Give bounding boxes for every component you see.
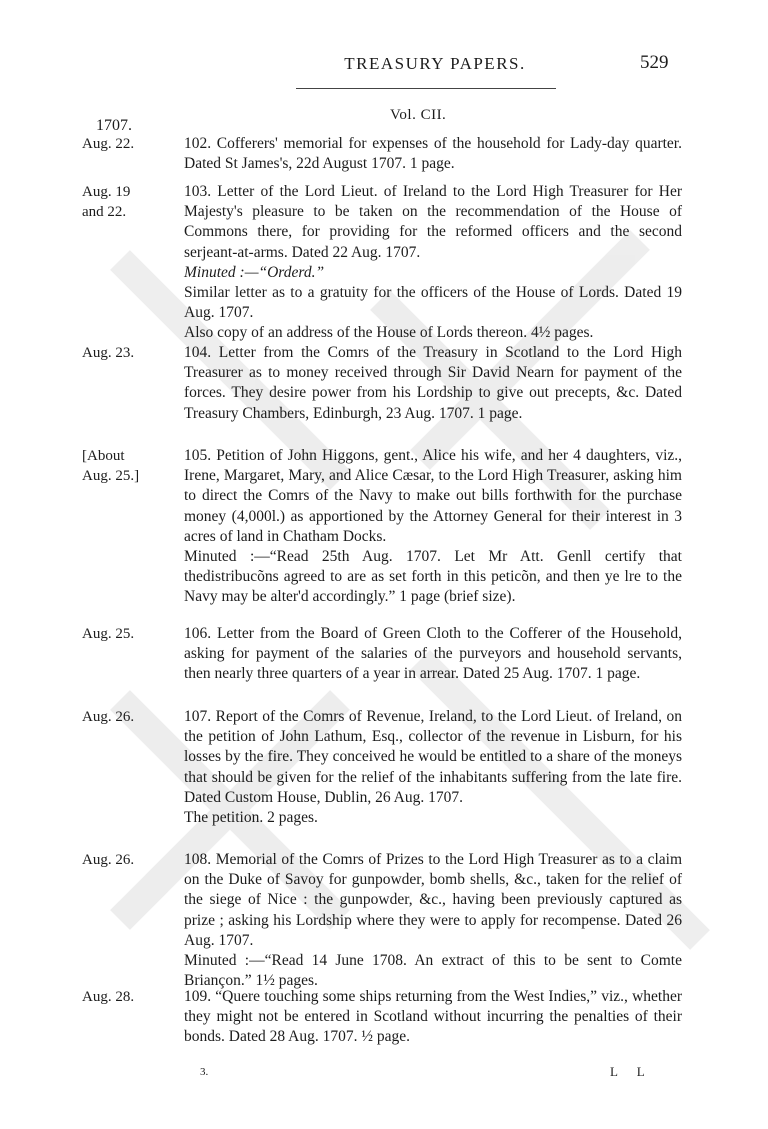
entry-text — [184, 134, 682, 174]
entry-date: Aug. 23. — [82, 345, 135, 361]
signature-number: 3. — [200, 1066, 209, 1078]
entry-paragraph: The petition. 2 pages. — [184, 809, 318, 827]
entry-date: Aug. 26. — [82, 852, 135, 868]
entry-paragraph: 109. “Quere touching some ships returning from the West Indies,” viz., whether they might not be entered in Scotland without incurring the penalties of their bonds. Dated 28 Aug. 1707. ½ page. — [184, 988, 682, 1046]
entry-paragraph: Similar letter as to a gratuity for the officers of the House of Lords. Dated 19 Aug. 1707. — [184, 284, 682, 322]
entry-date: Aug. 19 and 22. — [82, 184, 131, 220]
entry-paragraph: 106. Letter from the Board of Green Cloth to the Cofferer of the Household, asking for payment of the salaries of the purveyors and household servants, then nearly three quarters of a year in arrear. Dated 25 Aug. 1707. 1 page. — [184, 625, 682, 683]
entry-text — [184, 850, 682, 991]
year-label: 1707. — [96, 117, 132, 134]
entry-paragraph: 105. Petition of John Higgons, gent., Alice his wife, and her 4 daughters, viz., Irene, Margaret, Mary, and Alice Cæsar, to the Lord High Treasurer, asking him to direct the Comrs of the Navy to make out bills forthwith for the purchase money (4,000l.) as apportioned by the Attorney General for their interest in 3 acres of land in Chatham Docks. — [184, 447, 682, 545]
signature-mark: L L — [610, 1064, 653, 1079]
page-number: 529 — [640, 52, 669, 73]
entry-text — [184, 446, 682, 608]
entry-date: Aug. 25. — [82, 626, 135, 642]
minute-note: Minuted :—“Read 14 June 1708. An extract of this to be sent to Comte Briançon.” 1½ pages. — [184, 952, 682, 990]
header-rule — [296, 88, 556, 89]
entry-paragraph: 104. Letter from the Comrs of the Treasury in Scotland to the Lord High Treasurer as to money received through Sir David Nearn for payment of the forces. They desire power from his Lordship to give out precepts, &c. Dated Treasury Chambers, Edinburgh, 23 Aug. 1707. 1 page. — [184, 344, 682, 422]
entry-text — [184, 707, 682, 828]
entry-paragraph: Also copy of an address of the House of Lords thereon. 4½ pages. — [184, 324, 594, 342]
entry-text — [184, 343, 682, 424]
entry-paragraph: 107. Report of the Comrs of Revenue, Ireland, to the Lord Lieut. of Ireland, on the petition of John Lathum, Esq., collector of the revenue in Lisburn, for his losses by the fire. They conceived he would be entitled to a share of the moneys that should be given for the relief of the inhabitants suffering from the late fire. Dated Custom House, Dublin, 26 Aug. 1707. — [184, 708, 682, 806]
page-header — [0, 54, 768, 84]
entry-paragraph: 102. Cofferers' memorial for expenses of the household for Lady-day quarter. Dated St James's, 22d August 1707. 1 page. — [184, 135, 682, 173]
entry-paragraph: 103. Letter of the Lord Lieut. of Ireland to the Lord High Treasurer for Her Majesty's pleasure to be taken on the recommendation of the House of Commons there, for providing for the reformed officers and the second serjeant-at-arms. Dated 22 Aug. 1707. — [184, 183, 682, 261]
entry-date: Aug. 28. — [82, 989, 135, 1005]
entry-paragraph: 108. Memorial of the Comrs of Prizes to the Lord High Treasurer as to a claim on the Duke of Savoy for gunpowder, bomb shells, &c., taken for the relief of the siege of Nice : the gunpowder, &c., having been previously captured as prize ; asking his Lordship where they were to apply for recompense. Dated 26 Aug. 1707. — [184, 851, 682, 949]
running-title: TREASURY PAPERS. — [344, 54, 526, 73]
entry-date: [About Aug. 25.] — [82, 448, 140, 484]
entry-date: Aug. 22. — [82, 136, 135, 152]
minute-note: Minuted :—“Orderd.” — [184, 263, 325, 281]
entry-text — [184, 624, 682, 685]
volume-label: Vol. CII. — [390, 107, 447, 123]
entry-text — [184, 987, 682, 1048]
minute-note: Minuted :—“Read 25th Aug. 1707. Let Mr Att. Genll certify that thedistribucõns agreed to are as set forth in this peticõn, and then ye lre to the Navy may be alter'd accordingly.” 1 page (brief size). — [184, 548, 682, 606]
entry-text — [184, 182, 682, 344]
entry-date: Aug. 26. — [82, 709, 135, 725]
